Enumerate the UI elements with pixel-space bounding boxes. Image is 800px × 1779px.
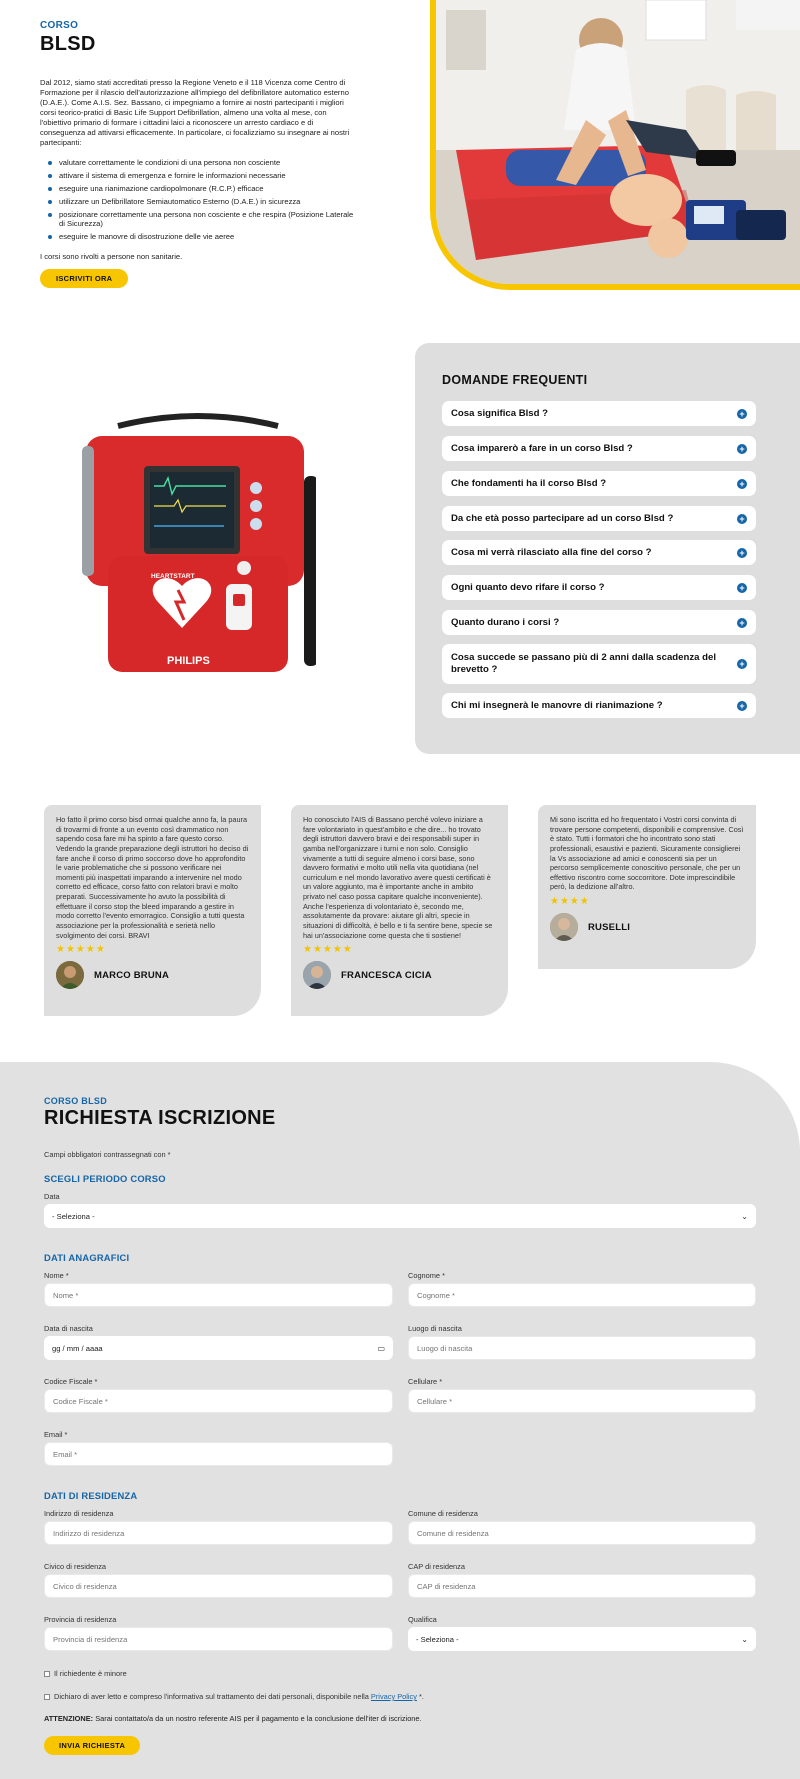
faq-question: Che fondamenti ha il corso Blsd ? [451,477,607,489]
privacy-text: Dichiaro di aver letto e compreso l'informativa sul trattamento dei dati personali, disponibile nella [54,1692,371,1701]
faq-item[interactable] [442,693,756,718]
page-title: BLSD [40,33,96,55]
email-label: Email * [44,1430,68,1439]
testimonial-card [291,805,508,1016]
aed-image [78,406,316,690]
nome-label: Nome * [44,1271,69,1280]
minor-label: Il richiedente è minore [54,1669,127,1678]
required-note: Campi obbligatori contrassegnati con * [44,1150,171,1159]
mobile-label: Cellulare * [408,1377,443,1386]
date-label: Data [44,1192,60,1201]
defibrillator-image [78,406,316,690]
street-number-input[interactable] [44,1574,393,1598]
list-item: posizionare correttamente una persona non cosciente e che respira (Posizione Laterale di Sicurezza) [59,210,358,230]
faq-question: Da che età posso partecipare ad un corso Blsd ? [451,512,674,524]
minor-checkbox[interactable] [44,1671,50,1677]
faq-question: Cosa succede se passano più di 2 anni dalla scadenza del brevetto ? [451,652,716,675]
faq-question: Quanto durano i corsi ? [451,616,560,628]
plus-icon: + [737,514,747,524]
faq-item[interactable] [442,401,756,426]
faq-question: Cosa mi verrà rilasciato alla fine del corso ? [451,546,652,558]
province-label: Provincia di residenza [44,1615,117,1624]
testimonial-author [303,961,496,989]
hero-intro: Dal 2012, siamo stati accreditati presso la Regione Veneto e il 118 Vicenza come Centro di Formazione per il rilascio dell'autorizzazione all'impiego del defibrillatore automatico esterno (D.A.E.). Come A.I.S. Sez. Bassano, ci impegniamo a fornire ai nostri partecipanti i migliori corsi teorico-pratici di Basic Life Support Defibrillation, almeno una volta al mese, con l'obiettivo primario di formare i cittadini laici a riconoscere un arresto cardiaco e di conseguenza ad attivarsi efficacemente. In particolare, ci focalizziamo su insegnare ai nostri partecipanti: [40,78,350,148]
submit-button[interactable]: INVIA RICHIESTA [44,1736,140,1755]
date-select-value: - Seleziona - [52,1211,95,1221]
minor-checkbox-row[interactable] [44,1669,127,1678]
faq-item[interactable] [442,540,756,565]
hero-eyebrow: CORSO [40,20,79,31]
hero-section [0,0,800,292]
street-number-label: Civico di residenza [44,1562,107,1571]
plus-icon: + [737,659,747,669]
fiscal-code-input[interactable] [44,1389,393,1413]
plus-icon: + [737,583,747,593]
section-title-period: SCEGLI PERIODO CORSO [44,1173,166,1184]
calendar-icon: ▭ [377,1343,385,1353]
city-input[interactable] [408,1521,756,1545]
plus-icon: + [737,479,747,489]
aed-device-label: HEARTSTART [151,573,195,580]
author-name: FRANCESCA CICIA [341,969,432,981]
avatar [303,961,331,989]
birthdate-label: Data di nascita [44,1324,93,1333]
attention-text: Sarai contattato/a da un nostro referente AIS per il pagamento e la conclusione dell'iter di iscrizione. [93,1714,422,1723]
plus-icon: + [737,618,747,628]
address-label: Indirizzo di residenza [44,1509,114,1518]
address-input[interactable] [44,1521,393,1545]
list-item: attivare il sistema di emergenza e fornire le informazioni necessarie [59,171,358,181]
faq-item[interactable] [442,506,756,531]
chevron-down-icon: ⌄ [741,1634,748,1644]
rating-stars: ★★★★ [550,896,590,907]
faq-question: Cosa significa Blsd ? [451,407,549,419]
testimonial-text: Ho conosciuto l'AIS di Bassano perché volevo iniziare a fare volontariato in quest'ambito e che dire... ho trovato degli istruttori davvero bravi e dei responsabili super in gamba nell'organizzare i turni e non solo. Consiglio vivamente a tutti di seguire almeno i corsi base, sono davvero formativi e molto utili nella vita quotidiana (nel curriculum e nel mondo lavorativo avere questi certificati è un valore aggiunto, ma è importante anche in ambito privato nel caso possa capitare qualche inconveniente). Anche l'esperienza di volontariato è, secondo me, assolutamente da provare: aiutare gli altri, specie in situazioni di difficoltà, è bello e ti fa sentire bene, specie se hai un'associazione come questa che ti sostiene! [303,815,493,940]
faq-item[interactable] [442,575,756,600]
list-item: valutare correttamente le condizioni di una persona non cosciente [59,158,358,168]
rating-stars: ★★★★★ [303,944,353,956]
avatar [56,961,84,989]
birthplace-label: Luogo di nascita [408,1324,462,1333]
avatar [550,913,578,941]
attention-note [44,1714,422,1723]
city-label: Comune di residenza [408,1509,478,1518]
qualification-select[interactable] [408,1627,756,1651]
hero-text [40,20,358,288]
privacy-suffix: *. [416,1692,424,1701]
testimonial-author [56,961,249,989]
faq-question: Cosa imparerò a fare in un corso Blsd ? [451,442,633,454]
qualification-select-value: - Seleziona - [416,1634,459,1644]
faq-item[interactable] [442,644,756,684]
faq-question: Ogni quanto devo rifare il corso ? [451,581,605,593]
aed-brand: PHILIPS [167,655,210,667]
province-input[interactable] [44,1627,393,1651]
section-title-residence: DATI DI RESIDENZA [44,1490,138,1501]
enrollment-form [0,1062,800,1779]
form-eyebrow: CORSO BLSD [44,1096,108,1106]
mobile-input[interactable] [408,1389,756,1413]
cognome-label: Cognome * [408,1271,445,1280]
testimonial-text: Mi sono iscritta ed ho frequentato i Vostri corsi convinta di trovare persone competenti, disponibili e comprensive. Così è stato. Tutti i formatori che ho incontrato sono stati professionali, esaustivi e pazienti. Sicuramente consiglierei la Vs associazione ad amici e conoscenti sia per un percorso semplicemente conoscitivo personale, che per un effettivo riscontro come soccorritore. Dote imprescindibile però, la dedizione all'altro. [550,815,744,892]
hero-bullet-list [40,158,358,242]
author-name: MARCO BRUNA [94,969,170,981]
chevron-down-icon: ⌄ [741,1211,748,1221]
attention-label: ATTENZIONE: [44,1714,94,1723]
faq-question: Chi mi insegnerà le manovre di rianimazione ? [451,699,663,711]
enroll-button[interactable]: ISCRIVITI ORA [40,269,128,288]
plus-icon: + [737,701,747,711]
testimonial-text: Ho fatto il primo corso bisd ormai qualche anno fa, la paura di trovarmi di fronte a un evento così drammatico non sapendo cosa fare mi ha spinto a fare questo corso. Vedendo la grande preparazione degli istruttori ho deciso di fare anche il corso di primo soccorso dove ho approfondito le varie problematiche che si possono verificare nei momenti più inaspettati imparando a intervenire nel modo corretto ed efficace, corso fatto con relatori bravi e molto preparati. Successivamente ho avuto la possibilità di effettuare il corso stop the bleed imparando a gestire in modo corretto l'evento emorragico. Consiglio a tutti questa associazione per la professionalità e serietà nello svolgimento dei corsi. BRAVI [56,815,249,940]
privacy-checkbox[interactable] [44,1694,50,1700]
privacy-policy-link[interactable]: Privacy Policy [370,1692,417,1701]
fiscal-code-label: Codice Fiscale * [44,1377,98,1386]
list-item: utilizzare un Defibrillatore Semiautomatico Esterno (D.A.E.) in sicurezza [59,197,358,207]
hero-note: I corsi sono rivolti a persone non sanitarie. [40,252,183,262]
privacy-checkbox-row[interactable] [44,1692,424,1701]
plus-icon: + [737,548,747,558]
hero-photo [430,0,800,290]
date-select[interactable] [44,1204,756,1228]
testimonial-author [550,913,744,941]
cognome-input[interactable] [408,1283,756,1307]
testimonial-card [538,805,756,969]
plus-icon: + [737,409,747,419]
faq-title: DOMANDE FREQUENTI [442,373,588,387]
testimonial-card [44,805,261,1016]
cpr-training-image [436,0,800,284]
faq-item[interactable] [442,471,756,496]
faq-item[interactable] [442,610,756,635]
rating-stars: ★★★★★ [56,944,106,956]
nome-input[interactable] [44,1283,393,1307]
birthdate-placeholder: gg / mm / aaaa [52,1343,103,1353]
zip-input[interactable] [408,1574,756,1598]
list-item: eseguire una rianimazione cardiopolmonare (R.C.P.) efficace [59,184,358,194]
list-item: eseguire le manovre di disostruzione delle vie aeree [59,232,358,242]
birthdate-input[interactable] [44,1336,393,1360]
faq-item[interactable] [442,436,756,461]
birthplace-input[interactable] [408,1336,756,1360]
section-title-personal: DATI ANAGRAFICI [44,1252,130,1263]
author-name: RUSELLI [588,921,631,933]
zip-label: CAP di residenza [408,1562,465,1571]
form-title: RICHIESTA ISCRIZIONE [44,1107,276,1129]
faq-panel [415,343,800,754]
plus-icon: + [737,444,747,454]
qualification-label: Qualifica [408,1615,437,1624]
email-field[interactable] [44,1442,393,1466]
